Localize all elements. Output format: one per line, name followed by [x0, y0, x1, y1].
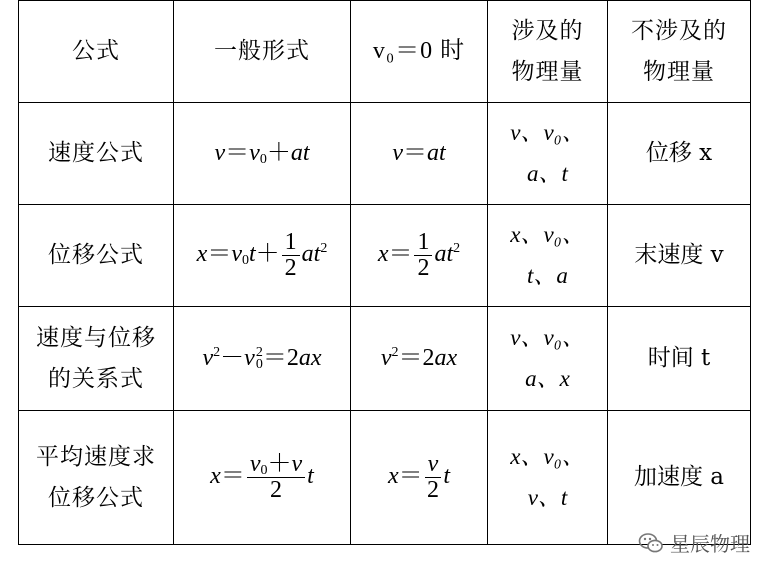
special-form-cell [351, 307, 488, 411]
header-general-form: 一般形式 [174, 1, 351, 103]
formula-velocity-zero: v＝at [392, 139, 446, 166]
header-row [19, 1, 751, 103]
formula-displacement-zero: x＝ $\frac{1}{2}$ $at^2$ [377, 228, 461, 281]
watermark [638, 528, 750, 557]
special-form-cell [351, 411, 488, 545]
header-formula: 公式 [19, 1, 174, 103]
formula-velocity-displacement-zero: $v^2=2ax$ [380, 344, 458, 371]
formula-average-velocity: x＝ $\frac{v_0+v}{2}$ t [210, 450, 314, 503]
involved-cell: x、v₀、 v、t [488, 411, 608, 545]
table-row [19, 307, 751, 411]
watermark-text: 星辰物理 [670, 532, 750, 556]
row-name: 速度公式 [19, 103, 174, 205]
header-v0-zero: v₀＝0 时 [351, 1, 488, 103]
formula-velocity-displacement: $v^2-v$ 2 0 ＝2ax [202, 344, 322, 373]
general-form-cell [174, 205, 351, 307]
general-form-cell [174, 103, 351, 205]
table-row [19, 103, 751, 205]
row-name: 位移公式 [19, 205, 174, 307]
row-name: 平均速度求 位移公式 [19, 411, 174, 545]
wechat-icon [638, 532, 664, 554]
involved-cell: v、v₀、 a、t [488, 103, 608, 205]
formula-average-velocity-zero: x＝ $\frac{v}{2}$ t [388, 450, 450, 503]
involved-cell: v、v₀、 a、x [488, 307, 608, 411]
header-involved: 涉及的 物理量 [488, 1, 608, 103]
table-row [19, 411, 751, 545]
table-row [19, 205, 751, 307]
row-name: 速度与位移 的关系式 [19, 307, 174, 411]
special-form-cell [351, 205, 488, 307]
header-not-involved: 不涉及的 物理量 [608, 1, 751, 103]
not-involved-cell: 位移 x [608, 103, 751, 205]
general-form-cell [174, 411, 351, 545]
not-involved-cell: 末速度 v [608, 205, 751, 307]
special-form-cell [351, 103, 488, 205]
general-form-cell [174, 307, 351, 411]
not-involved-cell: 加速度 a [608, 411, 751, 545]
kinematics-formula-table [18, 0, 751, 545]
formula-displacement: $x=v_0t+$ $\frac{1}{2}$ $at^2$ [196, 228, 328, 281]
involved-cell: x、v₀、 t、a [488, 205, 608, 307]
formula-velocity: $v=v_0+at$ [214, 139, 310, 167]
not-involved-cell: 时间 t [608, 307, 751, 411]
